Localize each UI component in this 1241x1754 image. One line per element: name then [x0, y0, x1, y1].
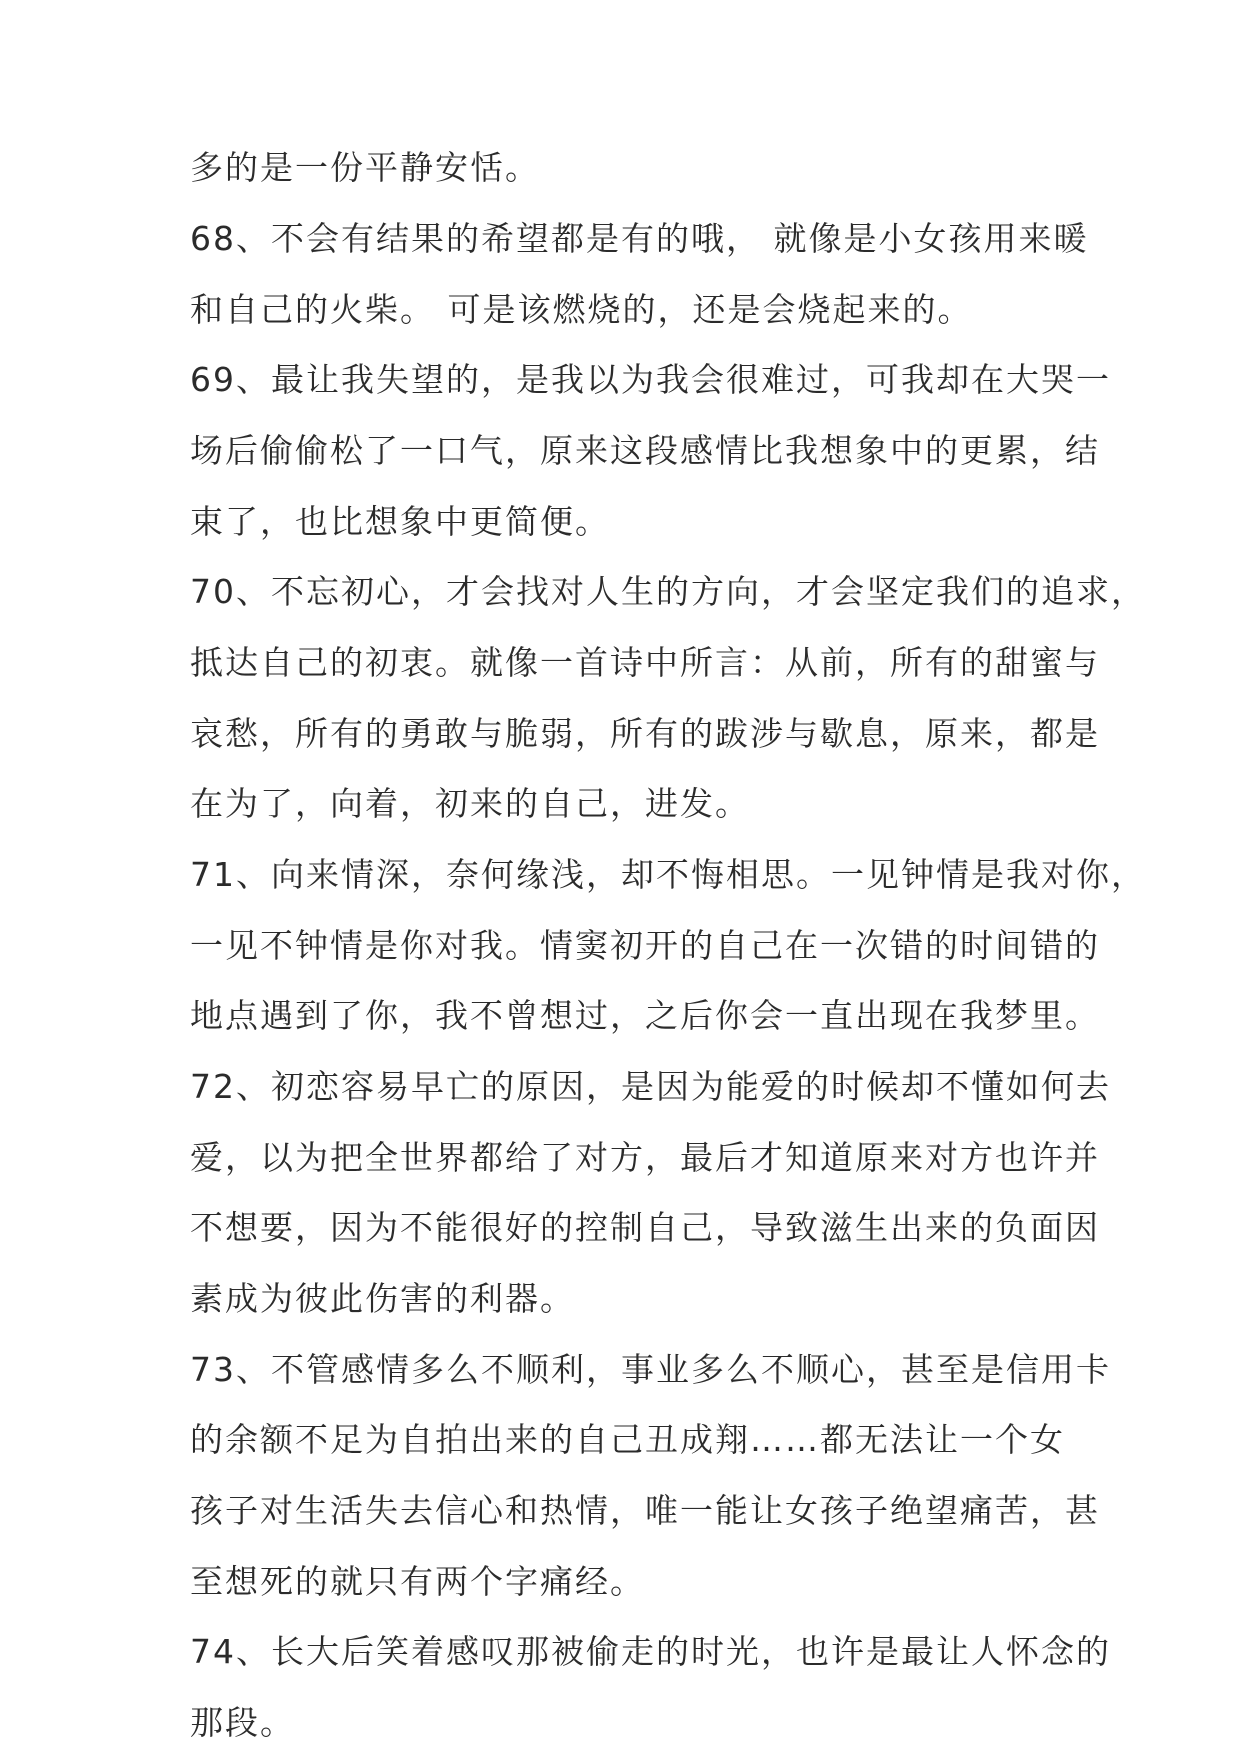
text-line: 素成为彼此伤害的利器。	[190, 1279, 575, 1318]
text-line: 场后偷偷松了一口气，原来这段感情比我想象中的更累，结	[190, 431, 1100, 470]
text-line: 哀愁，所有的勇敢与脆弱，所有的跋涉与歇息，原来，都是	[190, 714, 1100, 753]
text-line: 那段。	[190, 1703, 295, 1742]
text-line: 70、不忘初心，才会找对人生的方向，才会坚定我们的追求，	[190, 572, 1146, 611]
text-line: 72、初恋容易早亡的原因，是因为能爱的时候却不懂如何去	[190, 1067, 1111, 1106]
text-line: 束了，也比想象中更简便。	[190, 502, 610, 541]
text-line: 至想死的就只有两个字痛经。	[190, 1562, 645, 1601]
text-line: 孩子对生活失去信心和热情，唯一能让女孩子绝望痛苦，甚	[190, 1491, 1100, 1530]
text-line: 68、不会有结果的希望都是有的哦， 就像是小女孩用来暖	[190, 219, 1089, 258]
text-line: 多的是一份平静安恬。	[190, 148, 540, 187]
text-line: 和自己的火柴。 可是该燃烧的，还是会烧起来的。	[190, 290, 973, 329]
text-line: 在为了，向着，初来的自己，进发。	[190, 784, 750, 823]
text-line: 地点遇到了你，我不曾想过，之后你会一直出现在我梦里。	[190, 996, 1100, 1035]
text-line: 一见不钟情是你对我。情窦初开的自己在一次错的时间错的	[190, 926, 1100, 965]
text-line: 73、不管感情多么不顺利，事业多么不顺心，甚至是信用卡	[190, 1350, 1111, 1389]
text-line: 74、长大后笑着感叹那被偷走的时光，也许是最让人怀念的	[190, 1632, 1111, 1671]
text-line: 不想要，因为不能很好的控制自己，导致滋生出来的负面因	[190, 1208, 1100, 1247]
text-line: 的余额不足为自拍出来的自己丑成翔……都无法让一个女	[190, 1420, 1065, 1459]
text-line: 抵达自己的初衷。就像一首诗中所言：从前，所有的甜蜜与	[190, 643, 1100, 682]
text-line: 71、向来情深，奈何缘浅，却不悔相思。一见钟情是我对你，	[190, 855, 1146, 894]
text-line: 69、最让我失望的，是我以为我会很难过，可我却在大哭一	[190, 360, 1111, 399]
text-line: 爱，以为把全世界都给了对方，最后才知道原来对方也许并	[190, 1138, 1100, 1177]
